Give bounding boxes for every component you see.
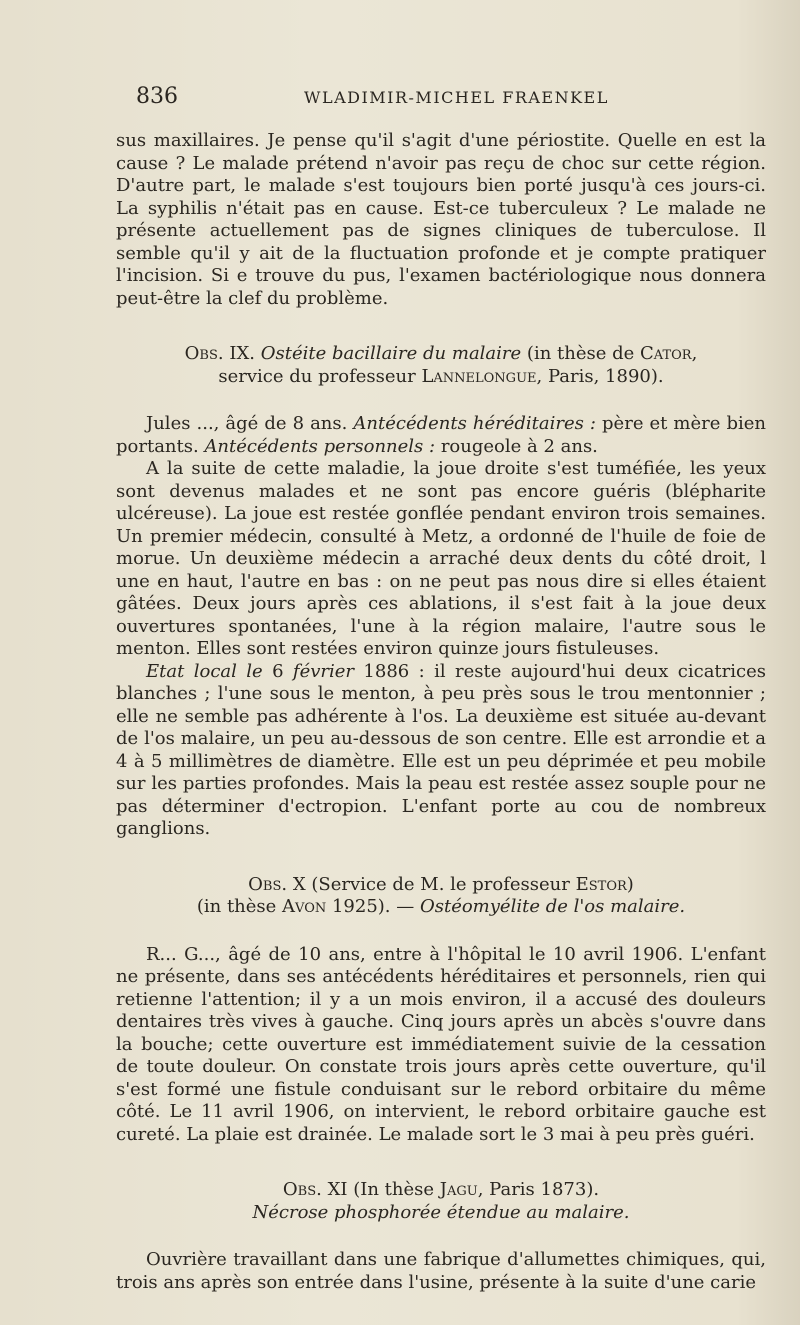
obs-10-source: (in thèse <box>196 896 283 917</box>
obs-9-p3-d: 1886 : il reste aujourd'hui deux cicatrices blanches ; l'une sous le menton, à peu près sous le trou mentonnier ; elle ne semble pas adhérente à l'os. La deuxième est située au-devant de l'os malaire, un peu au-dessous de son centre. Elle est arrondie et a 4 à 5 millimètres de diamètre. Elle est un peu déprimée et peu mobile sur les parties profondes. Mais la peau est restée assez souple pour ne pas déterminer d'ectropion. L'enfant porte au cou de nombreux ganglions. <box>116 660 766 839</box>
obs-11-author: Jagu <box>439 1179 478 1200</box>
obs-11-paragraph-1: Ouvrière travaillant dans une fabrique d'allumettes chimiques, qui, trois ans après son entrée dans l'usine, présente à la suite d'une carie <box>116 1249 766 1293</box>
obs-11-source: (In thèse <box>347 1179 440 1200</box>
obs-9-p3-b: 6 <box>262 660 293 682</box>
obs-9-paragraph-1 <box>116 413 766 458</box>
spacer <box>116 1146 766 1179</box>
obs-9-source-end: , Paris, 1890). <box>536 365 664 387</box>
obs-9-author: Cator <box>640 343 692 364</box>
obs-9-title: Ostéite bacillaire du malaire <box>260 343 522 364</box>
obs-10-paragraph-1: R... G..., âgé de 10 ans, entre à l'hôpital le 10 avril 1906. L'enfant ne présente, dans ses antécédents héréditaires et personnels, rien qui retienne l'attention; il y a un mois environ, il a accusé des douleurs dentaires très vives à gauche. Cinq jours après un abcès s'ouvre dans la bouche; cette ouverture est immédiatement suivie de la cessation de toute douleur. On constate trois jours après cette ouverture, qu'il s'est formé une fistule conduisant sur le rebord orbitaire du même côté. Le 11 avril 1906, on intervient, le rebord orbitaire gauche est cureté. La plaie est drainée. Le malade sort le 3 mai à peu près guéri. <box>116 943 766 1145</box>
obs-9-paragraph-3 <box>116 661 766 841</box>
obs-11-label: Obs. XI <box>282 1179 348 1200</box>
page-body <box>116 130 766 1294</box>
spacer <box>116 310 766 343</box>
obs-9-p3-a: Etat local le <box>146 660 263 682</box>
obs-10-label: Obs. X <box>248 873 306 895</box>
spacer <box>116 841 766 874</box>
obs-9-professor: Lannelongue <box>421 365 537 387</box>
obs-10-author: Avon <box>282 896 327 917</box>
obs-10-title: Ostéomyélite de l'os malaire. <box>419 896 686 917</box>
paragraph-continued: sus maxillaires. Je pense qu'il s'agit d'une périostite. Quelle en est la cause ? Le malade prétend n'avoir pas reçu de choc sur cette région. D'autre part, le malade s'est toujours bien porté jusqu'à ces jours-ci. La syphilis n'était pas en cause. Est-ce tuberculeux ? Le malade ne présente actuellement pas de signes cliniques de tuberculose. Il semble qu'il y ait de la fluctuation profonde et je compte pratiquer l'incision. Si e trouve du pus, l'examen bactériologique nous donnera peut-être la clef du problème. <box>116 130 766 309</box>
obs-9-p3-c: février <box>292 660 355 682</box>
spacer <box>116 1224 766 1249</box>
obs-9-paragraph-2: A la suite de cette maladie, la joue droite s'est tuméfiée, les yeux sont devenus malades et ne sont pas encore guéris (blépharite ulcéreuse). La joue est restée gonflée pendant environ trois semaines. Un premier médecin, consulté à Metz, a ordonné de l'huile de foie de morue. Un deuxième médecin a arraché deux dents du côté droit, l une en haut, l'autre en bas : on ne peut pas nous dire si elles étaient gâtées. Deux jours après ces ablations, il s'est fait à la joue deux ouvertures spontanées, l'une à la région malaire, l'autre sous le menton. Elles sont restées environ quinze jours fistuleuses. <box>116 458 766 659</box>
obs-10-source-mid: 1925). — <box>326 896 420 917</box>
running-head: WLADIMIR-MICHEL FRAENKEL <box>304 88 609 107</box>
obs-9-p1-c: père et mère bien portants. <box>116 413 766 457</box>
obs-9-heading: Obs. IX. Ostéite bacillaire du malaire (in thèse de Cator, service du professeur Lannelongue, Paris, 1890). <box>184 343 698 387</box>
obs-11-title: Nécrose phosphorée étendue au malaire. <box>252 1201 630 1223</box>
obs-9-p1-a: Jules ..., âgé de 8 ans. <box>146 413 354 434</box>
obs-11-source-end: , Paris 1873). <box>477 1179 600 1200</box>
obs-9-service: service du professeur <box>218 365 422 387</box>
obs-9-p1-b: Antécédents héréditaires : <box>353 413 596 434</box>
obs-10-service: (Service de M. le professeur <box>305 873 576 895</box>
obs-9-source: (in thèse de <box>526 343 641 364</box>
spacer <box>116 388 766 413</box>
obs-11-heading <box>116 1179 766 1224</box>
spacer <box>116 919 766 944</box>
obs-10-heading <box>116 874 766 919</box>
obs-10-service-end: ) <box>626 873 634 895</box>
obs-9-p1-e: rougeole à 2 ans. <box>435 435 598 457</box>
obs-9-label: Obs. IX. <box>184 343 255 364</box>
page-number: 836 <box>136 84 178 109</box>
page-header <box>116 84 760 112</box>
obs-10-professor: Estor <box>575 873 627 895</box>
obs-9-p1-d: Antécédents personnels : <box>204 435 436 457</box>
